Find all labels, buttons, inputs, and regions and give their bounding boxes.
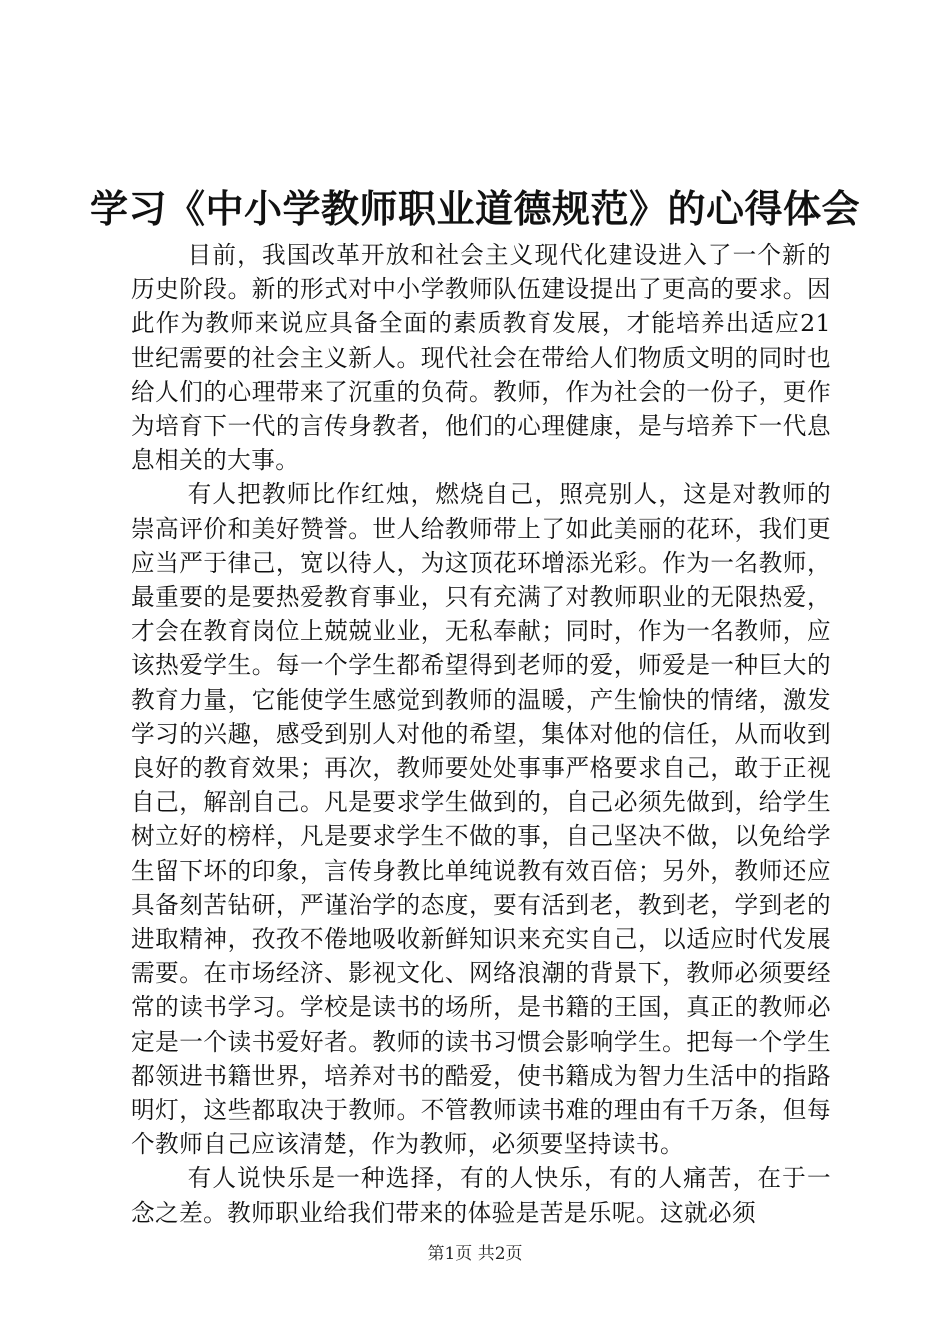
- paragraph-2: 有人把教师比作红烛，燃烧自己，照亮别人，这是对教师的崇高评价和美好赞誉。世人给教师带上了如此美丽的花环，我们更应当严于律己，宽以待人，为这顶花环增添光彩。作为一名教师，最重要的是要热爱教育事业，只有充满了对教师职业的无限热爱，才会在教育岗位上兢兢业业，无私奉献；同时，作为一名教师，应该热爱学生。每一个学生都希望得到老师的爱，师爱是一种巨大的教育力量，它能使学生感觉到教师的温暖，产生愉快的情绪，激发学习的兴趣，感受到别人对他的希望，集体对他的信任，从而收到良好的教育效果；再次，教师要处处事事严格要求自己，敢于正视自己，解剖自己。凡是要求学生做到的，自己必须先做到，给学生树立好的榜样，凡是要求学生不做的事，自己坚决不做，以免给学生留下坏的印象，言传身教比单纯说教有效百倍；另外，教师还应具备刻苦钻研，严谨治学的态度，要有活到老，教到老，学到老的进取精神，孜孜不倦地吸收新鲜知识来充实自己，以适应时代发展需要。在市场经济、影视文化、网络浪潮的背景下，教师必须要经常的读书学习。学校是读书的场所，是书籍的王国，真正的教师必定是一个读书爱好者。教师的读书习惯会影响学生。把每一个学生都领进书籍世界，培养对书的酷爱，使书籍成为智力生活中的指路明灯，这些都取决于教师。不管教师读书难的理由有千万条，但每个教师自己应该清楚，作为教师，必须要坚持读书。: [131, 480, 831, 1159]
- page-indicator: 第1页 共2页: [427, 1244, 523, 1264]
- paragraph-1: 目前，我国改革开放和社会主义现代化建设进入了一个新的历史阶段。新的形式对中小学教师队伍建设提出了更高的要求。因此作为教师来说应具备全面的素质教育发展，才能培养出适应21世纪需要的社会主义新人。现代社会在带给人们物质文明的同时也给人们的心理带来了沉重的负荷。教师，作为社会的一份子，更作为培育下一代的言传身教者，他们的心理健康，是与培养下一代息息相关的大事。: [131, 241, 831, 475]
- paragraph-3: 有人说快乐是一种选择，有的人快乐，有的人痛苦，在于一念之差。教师职业给我们带来的体验是苦是乐呢。这就必须: [131, 1164, 831, 1227]
- document-title: 学习《中小学教师职业道德规范》的心得体会: [89, 186, 860, 231]
- page-footer: [0, 1242, 950, 1266]
- document-body: [131, 238, 831, 1230]
